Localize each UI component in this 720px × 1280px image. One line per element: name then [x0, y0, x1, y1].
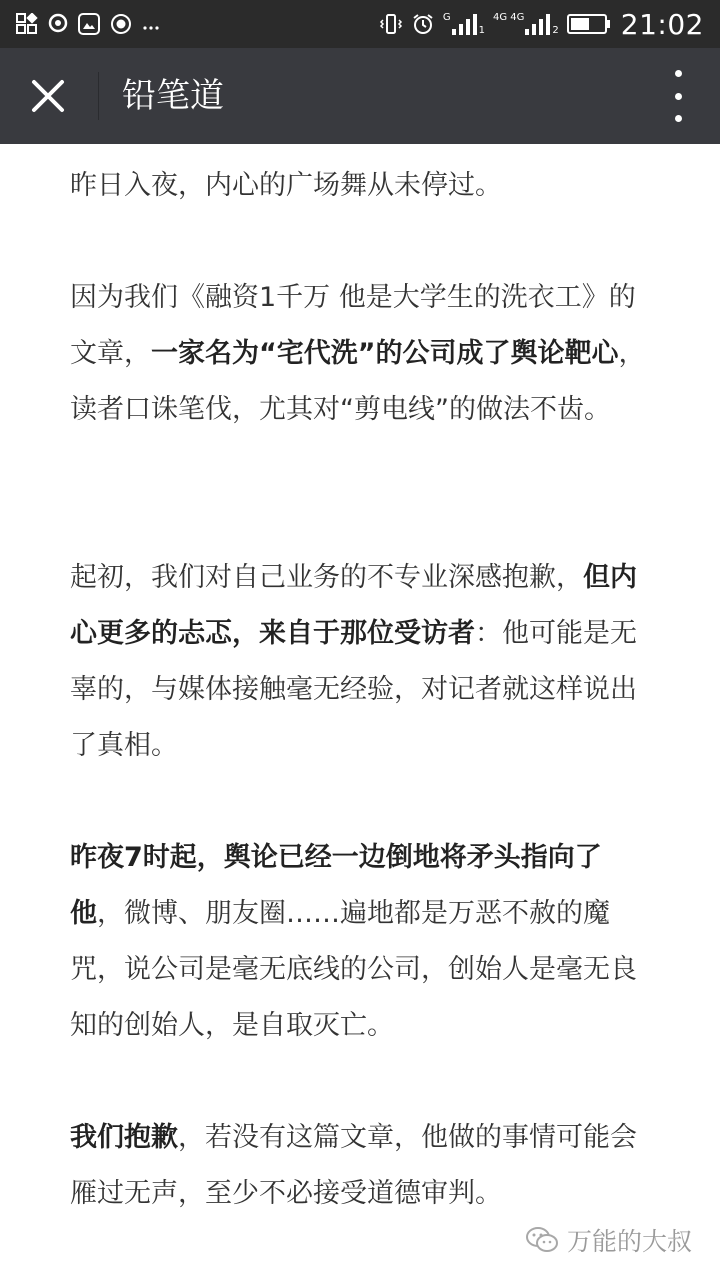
status-bar	[0, 0, 720, 48]
network-type-label: 4G 4G	[493, 12, 525, 23]
signal-sim1	[443, 12, 485, 36]
more-vertical-icon[interactable]	[666, 70, 690, 122]
paragraph-bold-text: 我们抱歉	[70, 1122, 178, 1153]
signal-icon	[524, 12, 552, 36]
watermark-text: 万能的大叔	[566, 1227, 692, 1256]
close-button[interactable]	[22, 72, 74, 120]
sim-slot-label: 1	[478, 25, 486, 36]
paragraph-text: ：他可能是无辜的，与媒体接触毫无经验，对记者就这样说出了真相。	[70, 618, 637, 761]
alarm-icon	[411, 12, 435, 36]
article-paragraph	[70, 158, 652, 214]
page-title: 铅笔道	[122, 76, 224, 116]
clock: 21:02	[620, 7, 704, 41]
app-bar	[0, 48, 720, 144]
paragraph-text: ，若没有这篇文章，他做的事情可能会雁过无声，至少不必接受道德审判。	[70, 1122, 637, 1209]
article-paragraph	[70, 1110, 652, 1222]
paragraph-text: ，微博、朋友圈……遍地都是万恶不赦的魔咒，说公司是毫无底线的公司，创始人是毫无良知的创始人，是自取灭亡。	[70, 898, 637, 1041]
menu-dot	[675, 93, 682, 100]
paragraph-text: 昨日入夜，内心的广场舞从未停过。	[70, 170, 502, 201]
paragraph-text: 因为我们《融资1千万 他是大学生的洗衣工》的文章，	[70, 282, 636, 369]
article-paragraph	[70, 550, 652, 774]
signal-sim2	[493, 12, 559, 36]
article-body	[0, 144, 720, 1280]
app-grid-icon	[16, 13, 38, 35]
watermark	[525, 1222, 692, 1258]
network-type-label: G	[442, 12, 451, 23]
gallery-icon	[78, 13, 100, 35]
menu-dot	[675, 115, 682, 122]
app-bar-divider	[98, 72, 99, 120]
paragraph-bold-text: 昨夜7时起，舆论已经一边倒地将矛头指向了他	[70, 842, 602, 929]
menu-dot	[675, 70, 682, 77]
wechat-icon	[525, 1226, 559, 1254]
paragraph-bold-text: 一家名为“宅代洗”的公司成了舆论靶心	[151, 338, 619, 369]
sim-slot-label: 2	[552, 25, 559, 36]
article-paragraph	[70, 270, 652, 438]
signal-icon	[451, 12, 479, 36]
close-icon	[31, 79, 65, 113]
location-icon	[48, 13, 68, 35]
paragraph-text: 起初，我们对自己业务的不专业深感抱歉，	[70, 562, 583, 593]
vibrate-icon	[379, 12, 403, 36]
battery-icon	[567, 13, 611, 35]
more-notifications-icon	[142, 13, 160, 35]
status-bar-system	[371, 8, 704, 40]
article-paragraph	[70, 830, 652, 1054]
paragraph-text: ，读者口诛笔伐，尤其对“剪电线”的做法不齿。	[70, 338, 646, 425]
status-bar-notifications	[16, 12, 170, 36]
paragraph-bold-text: 但内心更多的忐忑，来自于那位受访者	[70, 562, 637, 649]
record-icon	[110, 13, 132, 35]
